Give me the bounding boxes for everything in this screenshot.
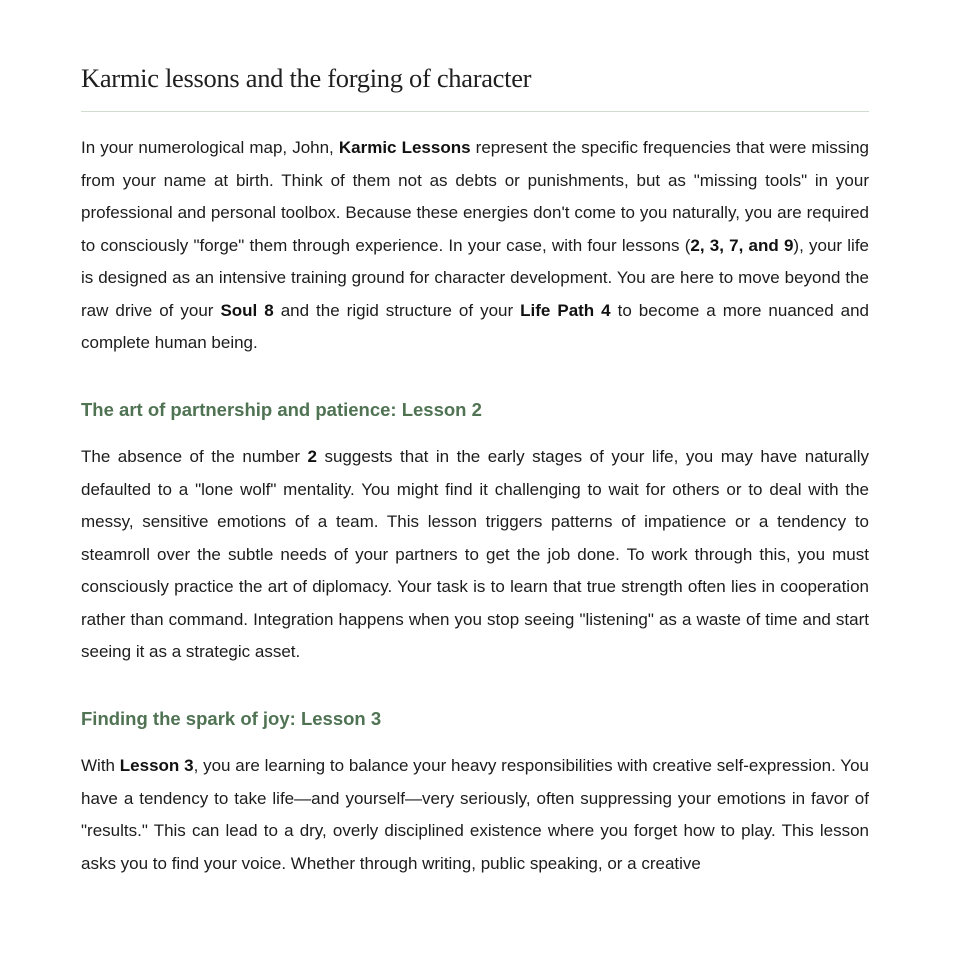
- page-title: Karmic lessons and the forging of character: [81, 63, 532, 93]
- lesson-2-text-2: suggests that in the early stages of your life, you may have naturally defaulted to a "lone wolf" mentality. You might find it challenging to wait for others or to deal with the messy, sensitive emotions of a team. This lesson triggers patterns of impatience or a tendency to steamroll over the subtle needs of your partners to get the job done. To work through this, you must consciously practice the art of diplomacy. Your task is to learn that true strength often lies in cooperation rather than command. Integration happens when you stop seeing "listening" as a waste of time and start seeing it as a strategic asset.: [81, 447, 869, 661]
- section-heading-lesson-2: The art of partnership and patience: Lesson 2: [81, 399, 482, 420]
- intro-text-5: to become a more nuanced and complete human being.: [81, 300, 869, 352]
- intro-bold-lesson-numbers: 2, 3, 7, and 9: [690, 235, 794, 255]
- intro-text-3: ), your life is designed as an intensive training ground for character development. You are here to move beyond the raw drive of your: [81, 235, 870, 320]
- section-heading-lesson-3: Finding the spark of joy: Lesson 3: [81, 708, 382, 729]
- intro-text-2: represent the specific frequencies that were missing from your name at birth. Think of them not as debts or punishments, but as "missing tools" in your professional and personal toolbox. Because these energies don't come to you naturally, you are required to consciously "forge" them through experience. In your case, with four lessons (: [81, 138, 869, 255]
- lesson-3-text-2: , you are learning to balance your heavy responsibilities with creative self-expression. You have a tendency to take life—and yourself—very seriously, often suppressing your emotions in favor of "results." This can lead to a dry, overly disciplined existence where you forget how to play. This lesson asks you to find your voice. Whether through writing, public speaking, or a creative: [81, 756, 869, 873]
- title-divider: [81, 111, 869, 112]
- lesson-3-text-1: With: [81, 756, 120, 775]
- intro-text-1: In your numerological map, John,: [81, 138, 339, 157]
- lesson-2-bold-number: 2: [307, 447, 317, 466]
- lesson-2-text-1: The absence of the number: [81, 447, 308, 466]
- section-paragraph-lesson-3: [81, 750, 869, 880]
- intro-paragraph: [81, 132, 869, 360]
- intro-bold-soul: Soul 8: [220, 300, 274, 320]
- intro-bold-karmic-lessons: Karmic Lessons: [338, 138, 471, 157]
- lesson-3-bold-label: Lesson 3: [119, 756, 194, 775]
- intro-text-4: and the rigid structure of your: [273, 300, 521, 320]
- intro-bold-life-path: Life Path 4: [520, 300, 611, 320]
- section-paragraph-lesson-2: [81, 441, 869, 669]
